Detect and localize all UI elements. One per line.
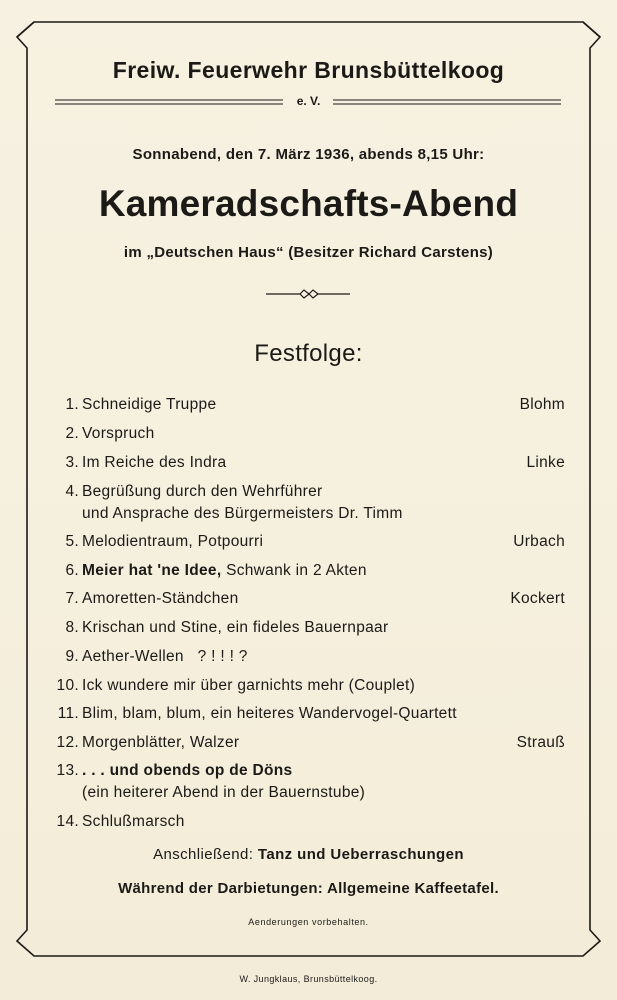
item-number: 4. xyxy=(65,483,79,500)
item-composer: Strauß xyxy=(516,734,565,751)
changes-note: Aenderungen vorbehalten. xyxy=(248,917,369,927)
item-number: 13. xyxy=(56,762,79,779)
event-title: Kameradschafts-Abend xyxy=(98,183,519,224)
printer-credit: W. Jungklaus, Brunsbüttelkoog. xyxy=(239,974,378,984)
program-heading: Festfolge: xyxy=(254,340,363,367)
item-composer: Urbach xyxy=(513,533,565,550)
item-title: Vorspruch xyxy=(82,425,155,442)
item-composer: Linke xyxy=(526,454,565,471)
item-number: 3. xyxy=(65,454,79,471)
item-number: 11. xyxy=(57,705,79,722)
item-number: 8. xyxy=(65,619,79,636)
item-number: 14. xyxy=(56,813,79,830)
item-number: 9. xyxy=(65,648,79,665)
item-title: Morgenblätter, Walzer xyxy=(82,734,240,751)
afterwards-text: Tanz und Ueberraschungen xyxy=(257,846,464,863)
during-line: Während der Darbietungen: Allgemeine Kaffeetafel. xyxy=(118,880,499,897)
event-venue: im „Deutschen Haus“ (Besitzer Richard Carstens) xyxy=(123,244,494,261)
item-title: Aether-Wellen ? ! ! ! ? xyxy=(82,648,248,665)
organization-suffix: e. V. xyxy=(296,94,321,108)
item-composer: Blohm xyxy=(519,396,565,413)
item-title: Ick wundere mir über garnichts mehr (Couplet) xyxy=(82,677,416,694)
item-title: Begrüßung durch den Wehrführer xyxy=(82,483,323,500)
item-title: Im Reiche des Indra xyxy=(82,454,227,471)
item-title: Schneidige Truppe xyxy=(82,396,217,413)
afterwards-label: Anschließend: xyxy=(153,846,254,863)
organization-name: Freiw. Feuerwehr Brunsbüttelkoog xyxy=(112,57,505,83)
item-number: 2. xyxy=(65,425,79,442)
item-number: 10. xyxy=(56,677,79,694)
ornament-divider xyxy=(266,290,350,298)
item-title: Krischan und Stine, ein fideles Bauernpaar xyxy=(82,619,389,636)
item-title-group xyxy=(82,562,367,580)
item-number: 1. xyxy=(65,396,79,413)
afterwards-line xyxy=(0,846,617,863)
item-title: Amoretten-Ständchen xyxy=(82,590,239,607)
item-number: 6. xyxy=(65,562,79,579)
item-title-bold: . . . und obends op de Döns xyxy=(82,762,293,779)
event-date: Sonnabend, den 7. März 1936, abends 8,15 Uhr: xyxy=(132,146,485,163)
item-composer: Kockert xyxy=(510,590,565,607)
item-title: Schlußmarsch xyxy=(82,813,185,830)
item-title: Blim, blam, blum, ein heiteres Wandervogel-Quartett xyxy=(82,705,457,722)
item-number: 5. xyxy=(65,533,79,550)
item-title: Schwank in 2 Akten xyxy=(221,562,367,579)
item-title: Melodientraum, Potpourri xyxy=(82,533,264,550)
item-number: 7. xyxy=(65,590,79,607)
item-title-bold: Meier hat 'ne Idee, xyxy=(82,562,222,579)
item-title-line2: und Ansprache des Bürgermeisters Dr. Timm xyxy=(82,505,403,522)
item-number: 12. xyxy=(56,734,79,751)
item-title-line2: (ein heiterer Abend in der Bauernstube) xyxy=(82,784,366,801)
